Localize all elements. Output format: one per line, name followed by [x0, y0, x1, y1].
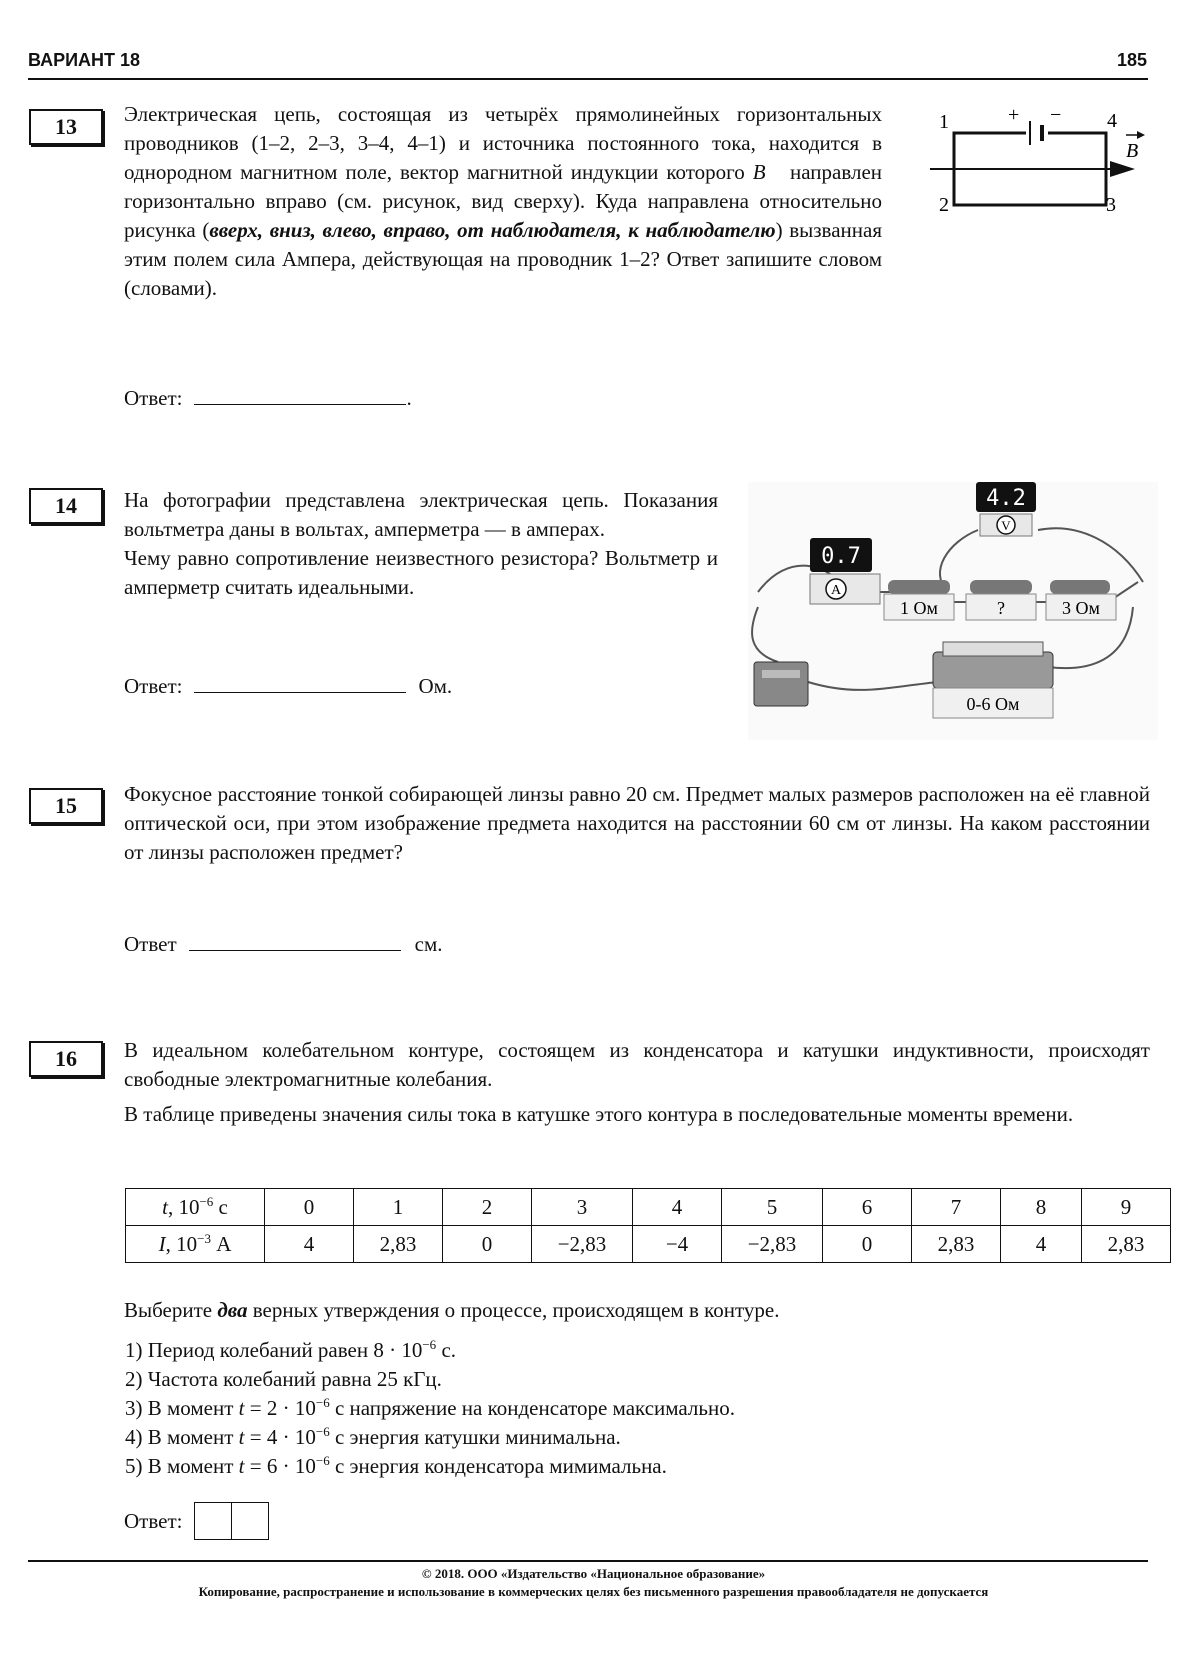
table-cell: −4 [633, 1226, 722, 1263]
header-rule [28, 78, 1148, 80]
answer-16: Ответ: [124, 1502, 269, 1540]
ammeter-letter: A [830, 583, 842, 598]
answer-16-boxes[interactable] [194, 1502, 269, 1540]
table-cell: 0 [443, 1226, 532, 1263]
variant-title: ВАРИАНТ 18 [28, 50, 141, 70]
option-1[interactable]: 1) Период колебаний равен $8 \cdot 10^{-6}$ с. [125, 1337, 457, 1362]
table-header-time: t, $10^{-6}$ с [126, 1189, 265, 1226]
table-cell: 7 [912, 1189, 1001, 1226]
resistor-unknown [970, 580, 1032, 594]
resistor-1 [888, 580, 950, 594]
resistor-1-label: 1 Ом [900, 598, 938, 618]
power-supply [754, 662, 808, 706]
question-13-text: Электрическая цепь, состоящая из четырёх прямолинейных горизонтальных проводников (1–2, 2–3, 3–4, 4–1) и источника постоянного тока, находится в однородном магнитном поле, вектор магнитной индукции которого B⃗ направлен горизонтально вправо (см. рисунок, вид сверху). Куда направлена относительно рисунка (вверх, вниз, влево, вправо, от наблюдателя, к наблюдателю) вызванная этим полем сила Ампера, действующая на проводник 1–2? Ответ запишите словом (словами). [124, 102, 883, 300]
question-16-prompt: Выберите два верных утверждения о процессе, происходящем в контуре. [124, 1298, 780, 1322]
table-cell: 2,83 [1082, 1226, 1171, 1263]
table-header-current: I, $10^{-3}$ А [126, 1226, 265, 1263]
footer-rule [28, 1560, 1148, 1562]
resistor-3 [1050, 580, 1110, 594]
page-number: 185 [1116, 50, 1147, 70]
option-4[interactable]: 4) В момент $t = 4 \cdot 10^{-6}$ с энергия катушки минимальна. [125, 1424, 621, 1449]
resistor-unknown-label: ? [997, 598, 1005, 618]
question-16-table-intro: В таблице приведены значения силы тока в катушке этого контура в последовательные моменты времени. [124, 1102, 1074, 1126]
table-row-time [126, 1189, 1171, 1226]
option-3[interactable]: 3) В момент $t = 2 \cdot 10^{-6}$ с напряжение на конденсаторе максимально. [125, 1395, 735, 1420]
table-cell: 9 [1082, 1189, 1171, 1226]
table-cell: 2 [443, 1189, 532, 1226]
node-label-1: 1 [939, 111, 949, 133]
node-label-3: 3 [1106, 194, 1116, 216]
rheostat [933, 652, 1053, 688]
table-cell: −2,83 [532, 1226, 633, 1263]
table-cell: 5 [722, 1189, 823, 1226]
question-15-text: Фокусное расстояние тонкой собирающей линзы равно 20 см. Предмет малых размеров расположен на её главной оптической оси, при этом изображение предмета находится на расстоянии 60 см от линзы. На каком расстоянии от линзы расположен предмет? [124, 782, 1150, 864]
ammeter-reading: 0.7 [821, 544, 861, 569]
table-cell: −2,83 [722, 1226, 823, 1263]
resistor-3-label: 3 Ом [1062, 598, 1100, 618]
table-cell: 4 [1001, 1226, 1082, 1263]
table-cell: 1 [354, 1189, 443, 1226]
table-cell: 6 [823, 1189, 912, 1226]
table-cell: 2,83 [354, 1226, 443, 1263]
question-number-16: 16 [29, 1041, 103, 1077]
node-label-2: 2 [939, 194, 949, 216]
rheostat-label: 0-6 Ом [966, 694, 1020, 714]
answer-14: Ответ: Ом. [124, 674, 453, 698]
footer-copyright: © 2018. ООО «Издательство «Национальное образование» [421, 1566, 766, 1581]
answer-15: Ответ см. [124, 932, 443, 956]
question-number-15: 15 [29, 788, 103, 824]
question-14-text: На фотографии представлена электрическая цепь. Показания вольтметра даны в вольтах, амперметра — в амперах. Чему равно сопротивление неизвестного резистора? Вольтметр и амперметр считать идеальными. [124, 488, 718, 599]
b-field-arrowhead [1110, 161, 1135, 177]
node-label-4: 4 [1107, 110, 1117, 132]
question-number-14: 14 [29, 488, 103, 524]
plus-sign: + [1008, 105, 1020, 126]
table-cell: 0 [265, 1189, 354, 1226]
answer-box-2[interactable] [231, 1503, 268, 1539]
answer-13-field[interactable] [194, 384, 406, 405]
table-cell: 4 [265, 1226, 354, 1263]
circuit-photo-14 [748, 482, 1158, 740]
circuit-diagram-13 [930, 105, 1160, 235]
table-cell: 2,83 [912, 1226, 1001, 1263]
minus-sign: − [1050, 105, 1062, 126]
b-label: B [1126, 140, 1139, 162]
question-number-13: 13 [29, 109, 103, 145]
table-cell: 3 [532, 1189, 633, 1226]
footer-notice: Копирование, распространение и использование в коммерческих целях без письменного разрешения правообладателя не допускается [198, 1584, 989, 1599]
question-16-intro: В идеальном колебательном контуре, состоящем из конденсатора и катушки индуктивности, происходят свободные электромагнитные колебания. [124, 1038, 1150, 1091]
option-5[interactable]: 5) В момент $t = 6 \cdot 10^{-6}$ с энергия конденсатора мимимальна. [125, 1453, 667, 1478]
answer-13: Ответ: . [124, 386, 412, 410]
answer-box-1[interactable] [195, 1503, 231, 1539]
table-row-current [126, 1226, 1171, 1263]
question-16-options [125, 1336, 735, 1481]
voltmeter-letter: V [1001, 518, 1011, 533]
table-cell: 8 [1001, 1189, 1082, 1226]
table-cell: 0 [823, 1226, 912, 1263]
answer-14-field[interactable] [194, 672, 406, 693]
current-table [125, 1188, 1171, 1263]
answer-15-field[interactable] [189, 930, 401, 951]
voltmeter-reading: 4.2 [986, 486, 1026, 511]
option-2[interactable]: 2) Частота колебаний равна 25 кГц. [125, 1367, 442, 1391]
table-cell: 4 [633, 1189, 722, 1226]
